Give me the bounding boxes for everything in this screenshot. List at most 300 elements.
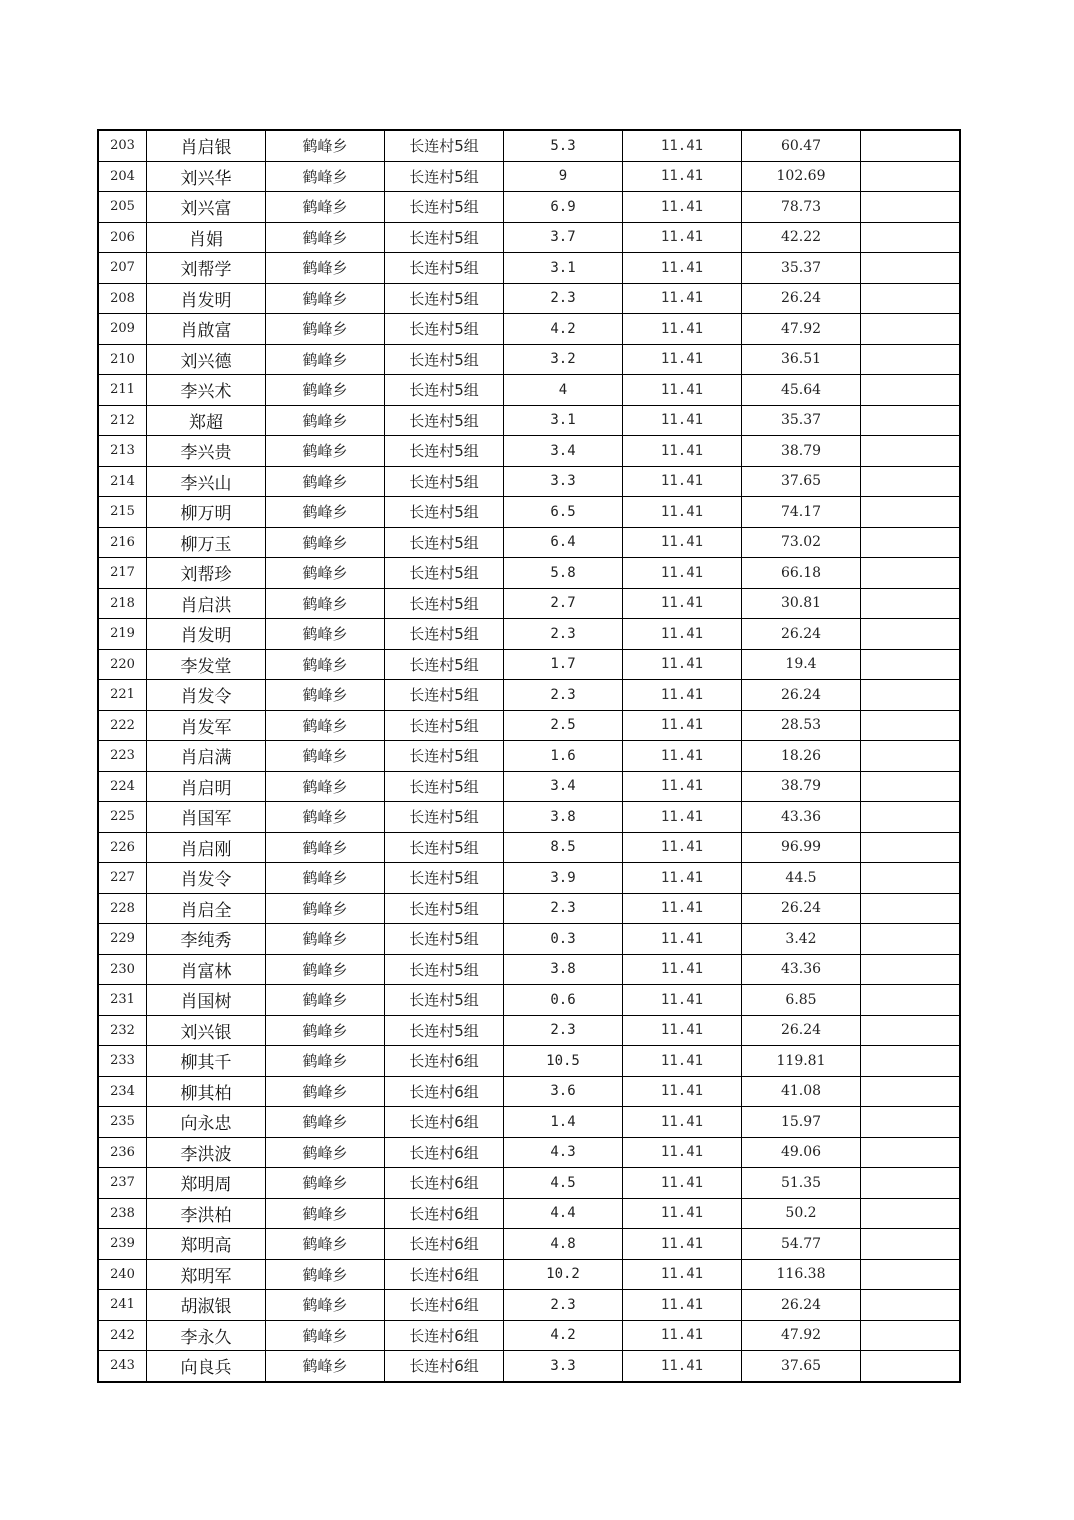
remark-cell [861, 558, 961, 589]
name-cell: 肖富林 [147, 954, 266, 985]
township-cell: 鹤峰乡 [266, 405, 385, 436]
village-group-cell: 长连村6组 [385, 1259, 504, 1290]
table-row [98, 588, 960, 619]
remark-cell [861, 222, 961, 253]
row-number-cell: 218 [98, 588, 147, 619]
rate-cell: 11.41 [623, 1259, 742, 1290]
township-cell: 鹤峰乡 [266, 436, 385, 467]
remark-cell [861, 436, 961, 467]
area-cell: 2.3 [504, 1015, 623, 1046]
amount-cell: 37.65 [742, 1351, 861, 1382]
village-group-cell: 长连村6组 [385, 1290, 504, 1321]
name-cell: 刘兴银 [147, 1015, 266, 1046]
village-group-cell: 长连村5组 [385, 680, 504, 711]
amount-cell: 116.38 [742, 1259, 861, 1290]
table-row [98, 161, 960, 192]
area-cell: 4.8 [504, 1229, 623, 1260]
table-row [98, 192, 960, 223]
amount-cell: 15.97 [742, 1107, 861, 1138]
township-cell: 鹤峰乡 [266, 1137, 385, 1168]
area-cell: 10.2 [504, 1259, 623, 1290]
rate-cell: 11.41 [623, 405, 742, 436]
table-row [98, 314, 960, 345]
table-row [98, 253, 960, 284]
table-row [98, 863, 960, 894]
village-group-cell: 长连村5组 [385, 1015, 504, 1046]
name-cell: 李洪波 [147, 1137, 266, 1168]
remark-cell [861, 283, 961, 314]
village-group-cell: 长连村5组 [385, 802, 504, 833]
area-cell: 6.9 [504, 192, 623, 223]
village-group-cell: 长连村6组 [385, 1320, 504, 1351]
village-group-cell: 长连村6组 [385, 1351, 504, 1382]
area-cell: 1.7 [504, 649, 623, 680]
remark-cell [861, 802, 961, 833]
name-cell: 李纯秀 [147, 924, 266, 955]
village-group-cell: 长连村5组 [385, 222, 504, 253]
table-row [98, 741, 960, 772]
village-group-cell: 长连村5组 [385, 954, 504, 985]
name-cell: 肖啟富 [147, 314, 266, 345]
name-cell: 李兴贵 [147, 436, 266, 467]
rate-cell: 11.41 [623, 466, 742, 497]
village-group-cell: 长连村5组 [385, 924, 504, 955]
rate-cell: 11.41 [623, 1076, 742, 1107]
row-number-cell: 206 [98, 222, 147, 253]
name-cell: 胡淑银 [147, 1290, 266, 1321]
table-row [98, 1076, 960, 1107]
rate-cell: 11.41 [623, 222, 742, 253]
township-cell: 鹤峰乡 [266, 344, 385, 375]
rate-cell: 11.41 [623, 527, 742, 558]
row-number-cell: 240 [98, 1259, 147, 1290]
row-number-cell: 204 [98, 161, 147, 192]
area-cell: 8.5 [504, 832, 623, 863]
amount-cell: 28.53 [742, 710, 861, 741]
table-row [98, 710, 960, 741]
area-cell: 0.3 [504, 924, 623, 955]
row-number-cell: 207 [98, 253, 147, 284]
amount-cell: 35.37 [742, 253, 861, 284]
area-cell: 5.8 [504, 558, 623, 589]
rate-cell: 11.41 [623, 558, 742, 589]
row-number-cell: 203 [98, 130, 147, 161]
table-row [98, 1290, 960, 1321]
table-row [98, 1229, 960, 1260]
remark-cell [861, 832, 961, 863]
remark-cell [861, 1351, 961, 1382]
name-cell: 肖娟 [147, 222, 266, 253]
amount-cell: 26.24 [742, 1015, 861, 1046]
township-cell: 鹤峰乡 [266, 649, 385, 680]
remark-cell [861, 375, 961, 406]
amount-cell: 96.99 [742, 832, 861, 863]
area-cell: 3.3 [504, 1351, 623, 1382]
roster-sheet [97, 129, 961, 1383]
amount-cell: 26.24 [742, 619, 861, 650]
rate-cell: 11.41 [623, 1137, 742, 1168]
remark-cell [861, 954, 961, 985]
table-row [98, 954, 960, 985]
remark-cell [861, 710, 961, 741]
area-cell: 3.4 [504, 436, 623, 467]
township-cell: 鹤峰乡 [266, 710, 385, 741]
amount-cell: 18.26 [742, 741, 861, 772]
table-row [98, 344, 960, 375]
name-cell: 刘兴华 [147, 161, 266, 192]
township-cell: 鹤峰乡 [266, 893, 385, 924]
table-row [98, 802, 960, 833]
rate-cell: 11.41 [623, 985, 742, 1016]
remark-cell [861, 344, 961, 375]
row-number-cell: 205 [98, 192, 147, 223]
village-group-cell: 长连村5组 [385, 283, 504, 314]
township-cell: 鹤峰乡 [266, 680, 385, 711]
rate-cell: 11.41 [623, 1351, 742, 1382]
rate-cell: 11.41 [623, 283, 742, 314]
area-cell: 2.3 [504, 893, 623, 924]
area-cell: 2.5 [504, 710, 623, 741]
township-cell: 鹤峰乡 [266, 222, 385, 253]
area-cell: 2.3 [504, 1290, 623, 1321]
township-cell: 鹤峰乡 [266, 588, 385, 619]
rate-cell: 11.41 [623, 497, 742, 528]
township-cell: 鹤峰乡 [266, 954, 385, 985]
rate-cell: 11.41 [623, 832, 742, 863]
area-cell: 3.1 [504, 253, 623, 284]
area-cell: 2.3 [504, 619, 623, 650]
amount-cell: 50.2 [742, 1198, 861, 1229]
village-group-cell: 长连村5组 [385, 466, 504, 497]
name-cell: 刘帮珍 [147, 558, 266, 589]
village-group-cell: 长连村5组 [385, 588, 504, 619]
table-row [98, 222, 960, 253]
table-row [98, 130, 960, 161]
remark-cell [861, 1290, 961, 1321]
amount-cell: 102.69 [742, 161, 861, 192]
row-number-cell: 228 [98, 893, 147, 924]
rate-cell: 11.41 [623, 771, 742, 802]
remark-cell [861, 741, 961, 772]
remark-cell [861, 1259, 961, 1290]
rate-cell: 11.41 [623, 710, 742, 741]
village-group-cell: 长连村6组 [385, 1229, 504, 1260]
row-number-cell: 211 [98, 375, 147, 406]
row-number-cell: 208 [98, 283, 147, 314]
table-body [98, 130, 960, 1382]
name-cell: 郑明高 [147, 1229, 266, 1260]
rate-cell: 11.41 [623, 619, 742, 650]
area-cell: 3.9 [504, 863, 623, 894]
area-cell: 6.4 [504, 527, 623, 558]
rate-cell: 11.41 [623, 314, 742, 345]
remark-cell [861, 161, 961, 192]
amount-cell: 30.81 [742, 588, 861, 619]
amount-cell: 41.08 [742, 1076, 861, 1107]
village-group-cell: 长连村5组 [385, 710, 504, 741]
area-cell: 6.5 [504, 497, 623, 528]
remark-cell [861, 497, 961, 528]
area-cell: 3.2 [504, 344, 623, 375]
amount-cell: 119.81 [742, 1046, 861, 1077]
row-number-cell: 235 [98, 1107, 147, 1138]
name-cell: 刘兴德 [147, 344, 266, 375]
subsidy-table [97, 129, 961, 1383]
village-group-cell: 长连村5组 [385, 497, 504, 528]
rate-cell: 11.41 [623, 1290, 742, 1321]
table-row [98, 1015, 960, 1046]
name-cell: 肖启银 [147, 130, 266, 161]
remark-cell [861, 924, 961, 955]
name-cell: 刘帮学 [147, 253, 266, 284]
row-number-cell: 231 [98, 985, 147, 1016]
remark-cell [861, 619, 961, 650]
name-cell: 肖启刚 [147, 832, 266, 863]
village-group-cell: 长连村5组 [385, 893, 504, 924]
row-number-cell: 243 [98, 1351, 147, 1382]
row-number-cell: 217 [98, 558, 147, 589]
village-group-cell: 长连村5组 [385, 436, 504, 467]
table-row [98, 1107, 960, 1138]
village-group-cell: 长连村5组 [385, 314, 504, 345]
name-cell: 柳万玉 [147, 527, 266, 558]
table-row [98, 375, 960, 406]
village-group-cell: 长连村5组 [385, 771, 504, 802]
remark-cell [861, 192, 961, 223]
village-group-cell: 长连村5组 [385, 130, 504, 161]
area-cell: 3.8 [504, 954, 623, 985]
rate-cell: 11.41 [623, 375, 742, 406]
row-number-cell: 223 [98, 741, 147, 772]
row-number-cell: 241 [98, 1290, 147, 1321]
area-cell: 4.2 [504, 1320, 623, 1351]
remark-cell [861, 649, 961, 680]
area-cell: 1.6 [504, 741, 623, 772]
remark-cell [861, 527, 961, 558]
row-number-cell: 233 [98, 1046, 147, 1077]
village-group-cell: 长连村6组 [385, 1107, 504, 1138]
amount-cell: 44.5 [742, 863, 861, 894]
remark-cell [861, 1168, 961, 1199]
village-group-cell: 长连村6组 [385, 1137, 504, 1168]
table-row [98, 832, 960, 863]
table-row [98, 466, 960, 497]
area-cell: 4 [504, 375, 623, 406]
township-cell: 鹤峰乡 [266, 1168, 385, 1199]
rate-cell: 11.41 [623, 436, 742, 467]
name-cell: 刘兴富 [147, 192, 266, 223]
name-cell: 李兴山 [147, 466, 266, 497]
remark-cell [861, 405, 961, 436]
remark-cell [861, 1076, 961, 1107]
amount-cell: 73.02 [742, 527, 861, 558]
amount-cell: 37.65 [742, 466, 861, 497]
amount-cell: 38.79 [742, 771, 861, 802]
township-cell: 鹤峰乡 [266, 832, 385, 863]
township-cell: 鹤峰乡 [266, 1259, 385, 1290]
village-group-cell: 长连村5组 [385, 192, 504, 223]
area-cell: 9 [504, 161, 623, 192]
area-cell: 4.2 [504, 314, 623, 345]
name-cell: 柳其柏 [147, 1076, 266, 1107]
table-row [98, 497, 960, 528]
township-cell: 鹤峰乡 [266, 1076, 385, 1107]
area-cell: 4.3 [504, 1137, 623, 1168]
row-number-cell: 219 [98, 619, 147, 650]
table-row [98, 1168, 960, 1199]
name-cell: 肖发军 [147, 710, 266, 741]
row-number-cell: 222 [98, 710, 147, 741]
row-number-cell: 212 [98, 405, 147, 436]
table-row [98, 680, 960, 711]
name-cell: 肖发令 [147, 680, 266, 711]
area-cell: 3.1 [504, 405, 623, 436]
amount-cell: 19.4 [742, 649, 861, 680]
row-number-cell: 224 [98, 771, 147, 802]
name-cell: 郑明周 [147, 1168, 266, 1199]
name-cell: 肖国树 [147, 985, 266, 1016]
amount-cell: 38.79 [742, 436, 861, 467]
rate-cell: 11.41 [623, 130, 742, 161]
township-cell: 鹤峰乡 [266, 863, 385, 894]
village-group-cell: 长连村5组 [385, 375, 504, 406]
rate-cell: 11.41 [623, 802, 742, 833]
row-number-cell: 242 [98, 1320, 147, 1351]
table-row [98, 1046, 960, 1077]
village-group-cell: 长连村5组 [385, 863, 504, 894]
row-number-cell: 239 [98, 1229, 147, 1260]
row-number-cell: 215 [98, 497, 147, 528]
table-row [98, 1137, 960, 1168]
table-row [98, 1198, 960, 1229]
amount-cell: 45.64 [742, 375, 861, 406]
remark-cell [861, 466, 961, 497]
village-group-cell: 长连村5组 [385, 405, 504, 436]
remark-cell [861, 1107, 961, 1138]
rate-cell: 11.41 [623, 192, 742, 223]
name-cell: 肖启满 [147, 741, 266, 772]
remark-cell [861, 1137, 961, 1168]
name-cell: 郑超 [147, 405, 266, 436]
rate-cell: 11.41 [623, 741, 742, 772]
table-row [98, 1259, 960, 1290]
row-number-cell: 216 [98, 527, 147, 558]
rate-cell: 11.41 [623, 680, 742, 711]
township-cell: 鹤峰乡 [266, 1107, 385, 1138]
township-cell: 鹤峰乡 [266, 985, 385, 1016]
township-cell: 鹤峰乡 [266, 375, 385, 406]
village-group-cell: 长连村6组 [385, 1168, 504, 1199]
amount-cell: 78.73 [742, 192, 861, 223]
remark-cell [861, 1015, 961, 1046]
remark-cell [861, 1046, 961, 1077]
table-row [98, 924, 960, 955]
rate-cell: 11.41 [623, 649, 742, 680]
township-cell: 鹤峰乡 [266, 1046, 385, 1077]
rate-cell: 11.41 [623, 1015, 742, 1046]
name-cell: 向良兵 [147, 1351, 266, 1382]
row-number-cell: 226 [98, 832, 147, 863]
township-cell: 鹤峰乡 [266, 619, 385, 650]
row-number-cell: 220 [98, 649, 147, 680]
rate-cell: 11.41 [623, 1168, 742, 1199]
rate-cell: 11.41 [623, 1229, 742, 1260]
table-row [98, 527, 960, 558]
amount-cell: 3.42 [742, 924, 861, 955]
area-cell: 5.3 [504, 130, 623, 161]
table-row [98, 1320, 960, 1351]
rate-cell: 11.41 [623, 954, 742, 985]
township-cell: 鹤峰乡 [266, 527, 385, 558]
village-group-cell: 长连村6组 [385, 1198, 504, 1229]
row-number-cell: 234 [98, 1076, 147, 1107]
name-cell: 向永忠 [147, 1107, 266, 1138]
area-cell: 3.7 [504, 222, 623, 253]
rate-cell: 11.41 [623, 344, 742, 375]
name-cell: 李发堂 [147, 649, 266, 680]
row-number-cell: 230 [98, 954, 147, 985]
table-row [98, 619, 960, 650]
township-cell: 鹤峰乡 [266, 1198, 385, 1229]
rate-cell: 11.41 [623, 1320, 742, 1351]
remark-cell [861, 893, 961, 924]
row-number-cell: 237 [98, 1168, 147, 1199]
amount-cell: 47.92 [742, 1320, 861, 1351]
rate-cell: 11.41 [623, 588, 742, 619]
township-cell: 鹤峰乡 [266, 253, 385, 284]
row-number-cell: 232 [98, 1015, 147, 1046]
amount-cell: 36.51 [742, 344, 861, 375]
village-group-cell: 长连村5组 [385, 619, 504, 650]
amount-cell: 26.24 [742, 1290, 861, 1321]
row-number-cell: 236 [98, 1137, 147, 1168]
remark-cell [861, 314, 961, 345]
name-cell: 李洪柏 [147, 1198, 266, 1229]
township-cell: 鹤峰乡 [266, 1290, 385, 1321]
amount-cell: 54.77 [742, 1229, 861, 1260]
area-cell: 4.4 [504, 1198, 623, 1229]
township-cell: 鹤峰乡 [266, 283, 385, 314]
table-row [98, 985, 960, 1016]
township-cell: 鹤峰乡 [266, 741, 385, 772]
rate-cell: 11.41 [623, 893, 742, 924]
row-number-cell: 229 [98, 924, 147, 955]
amount-cell: 26.24 [742, 283, 861, 314]
area-cell: 4.5 [504, 1168, 623, 1199]
remark-cell [861, 1229, 961, 1260]
amount-cell: 49.06 [742, 1137, 861, 1168]
row-number-cell: 227 [98, 863, 147, 894]
row-number-cell: 225 [98, 802, 147, 833]
row-number-cell: 221 [98, 680, 147, 711]
amount-cell: 26.24 [742, 893, 861, 924]
amount-cell: 47.92 [742, 314, 861, 345]
row-number-cell: 210 [98, 344, 147, 375]
area-cell: 3.4 [504, 771, 623, 802]
village-group-cell: 长连村5组 [385, 741, 504, 772]
village-group-cell: 长连村5组 [385, 344, 504, 375]
rate-cell: 11.41 [623, 1198, 742, 1229]
amount-cell: 6.85 [742, 985, 861, 1016]
name-cell: 肖启明 [147, 771, 266, 802]
village-group-cell: 长连村5组 [385, 558, 504, 589]
rate-cell: 11.41 [623, 161, 742, 192]
amount-cell: 66.18 [742, 558, 861, 589]
township-cell: 鹤峰乡 [266, 1320, 385, 1351]
name-cell: 郑明军 [147, 1259, 266, 1290]
remark-cell [861, 130, 961, 161]
remark-cell [861, 588, 961, 619]
